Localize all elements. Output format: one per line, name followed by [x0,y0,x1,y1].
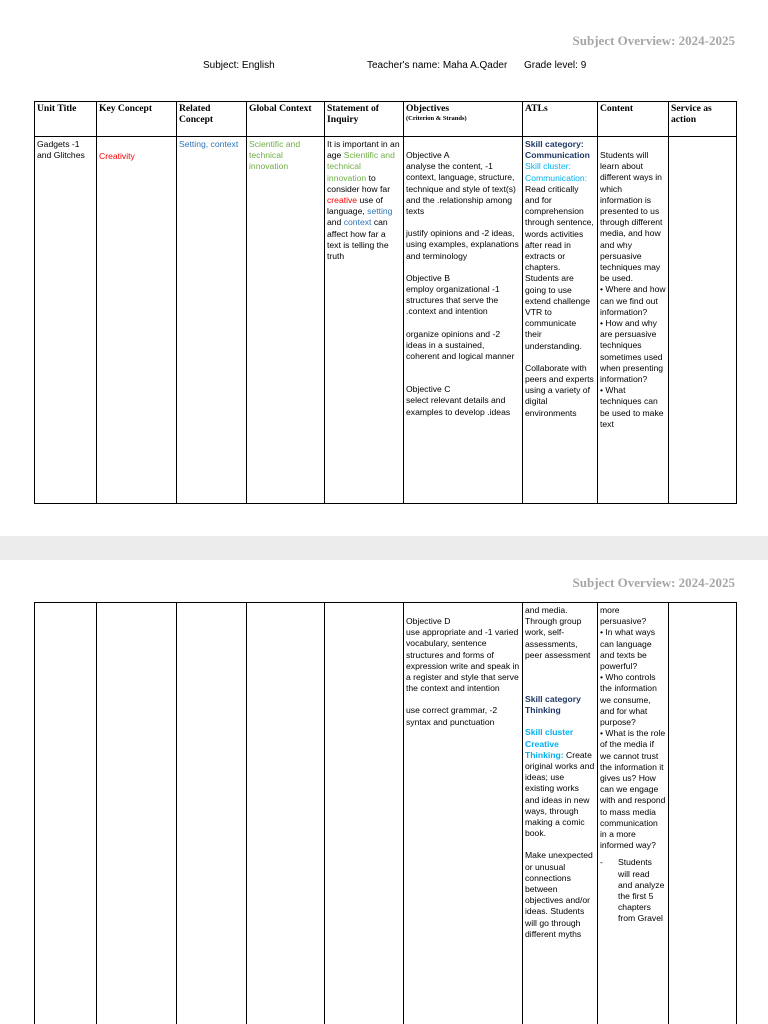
objective-a-strand-1: analyse the content, -1 context, language, structure, technique and style of text(s) and the .relationship among texts [406,161,516,217]
objective-b-strand-1: employ organizational -1 structures that serve the .context and intention [406,284,500,317]
soi-text: use of language, [327,195,383,217]
global-context-cell [247,603,325,1024]
soi-text: It is important in an age [327,139,400,161]
overview-title: Subject Overview: 2024-2025 [572,33,735,48]
related-concept-cell [177,603,247,1024]
objective-a-strand-2: justify opinions and -2 ideas, using examples, explanations and terminology [406,228,519,261]
soi-text: can affect how far a text is telling the truth [327,217,389,262]
skill-cluster-text: Read critically and for comprehension through sentence, words activities after read in extracts or chapters. Students are going to use extend challenge VTR to communicate their understanding. [525,183,594,351]
content-question: • How and why are persuasive techniques sometimes used when presenting information? [600,318,664,385]
objective-b-strand-2: organize opinions and -2 ideas in a sustained, coherent and logical manner [406,328,515,362]
global-context-cell [247,137,325,504]
content-question: • What is the role of the media if we cannot trust the information it gives us? How can we engage with and respond to mass media communication in a more informed way? [600,728,666,851]
content-question: • Where and how can we find out information? [600,284,666,317]
connections-text: Make unexpected or unusual connections between objectives and/or ideas. Students will go through different myths [525,850,593,939]
list-item: - Students will read and analyze the first 5 chapters from Gravel [600,857,666,924]
service-as-action-cell [669,137,737,504]
service-as-action-cell [669,603,737,1024]
related-concept: Setting, context [179,139,239,149]
soi-text: and [327,217,344,228]
content-continued: more persuasive? [600,605,647,627]
related-concept-cell [177,137,247,504]
key-concept: Creativity [99,151,135,161]
objective-a-title: Objective A [406,150,450,160]
soi-global-context: Scientific and technical innovation [327,150,395,183]
unit-title-cell [35,137,97,504]
objective-c-strand-1: select relevant details and examples to develop .ideas [406,395,511,417]
soi-key-concept: creative [327,195,358,206]
col-global-context: Global Context [247,102,325,137]
unit-title-cell [35,603,97,1024]
global-context: Scientific and technical innovation [249,139,301,172]
table-header-row [35,102,737,137]
objectives-cell [404,603,523,1024]
content-question: • Who controls the information we consume, and for what purpose? [600,672,657,728]
grade-level: Grade level: 9 [524,60,587,71]
subject-label: Subject: English [203,60,275,71]
soi-related-concept: context [343,217,372,228]
content-question: • In what ways can language and texts be powerful? [600,627,656,672]
statement-of-inquiry-cell [325,603,404,1024]
overview-table [34,101,737,504]
soi-related-concept: setting [367,206,393,217]
col-objectives [404,102,523,137]
atls-cell [523,137,598,504]
col-related-concept: Related Concept [177,102,247,137]
key-concept-cell [97,603,177,1024]
overview-table-continued [34,602,737,1024]
skill-cluster: Skill cluster: Communication: [525,161,588,183]
table-row [35,603,737,1024]
content-list [600,857,666,924]
skill-category: Skill category Thinking [525,694,581,716]
atls-cell [523,603,598,1024]
skill-cluster-text: Create original works and ideas; use existing works and ideas in new ways, through making a comic book. [525,749,595,839]
content-cell [598,603,669,1024]
col-objectives-sub: (Criterion & Strands) [406,114,467,122]
objective-d-title: Objective D [406,616,451,626]
content-cell [598,137,669,504]
col-content: Content [598,102,669,137]
col-objectives-label: Objectives [406,103,450,114]
table-row [35,137,737,504]
col-unit-title: Unit Title [35,102,97,137]
skill-category: Skill category: Communication [525,139,590,161]
collaborate-text: Collaborate with peers and experts using a variety of digital environments [525,362,594,418]
atls-continued: and media. Through group work, self-assessments, peer assessment [525,605,591,660]
col-key-concept: Key Concept [97,102,177,137]
objective-d-strand-1: use appropriate and -1 varied vocabulary, sentence structures and forms of expression write and speak in a register and style that serve the context and intention [406,627,520,694]
objective-c-title: Objective C [406,384,451,395]
col-service-as-action: Service as action [669,102,737,137]
unit-title: Gadgets -1 and Glitches [37,139,85,161]
content-question: • What techniques can be used to make text [600,385,664,429]
key-concept-cell [97,137,177,504]
objective-d-strand-2: use correct grammar, -2 syntax and punctuation [406,705,498,727]
col-statement-of-inquiry: Statement of Inquiry [325,102,404,137]
statement-of-inquiry-cell [325,137,404,504]
overview-title: Subject Overview: 2024-2025 [572,575,735,590]
content-intro: Students will learn about different ways in which information is presented to us through different media, and how and why persuasive techniques may be used. [600,150,663,284]
document-page-2 [0,560,768,1024]
teacher-name: Teacher's name: Maha A.Qader [367,60,508,71]
objective-b-title: Objective B [406,272,450,283]
objectives-cell [404,137,523,504]
skill-cluster: Skill cluster Creative Thinking: [525,727,574,760]
col-atls: ATLs [523,102,598,137]
soi-text: to consider how far [327,172,391,194]
